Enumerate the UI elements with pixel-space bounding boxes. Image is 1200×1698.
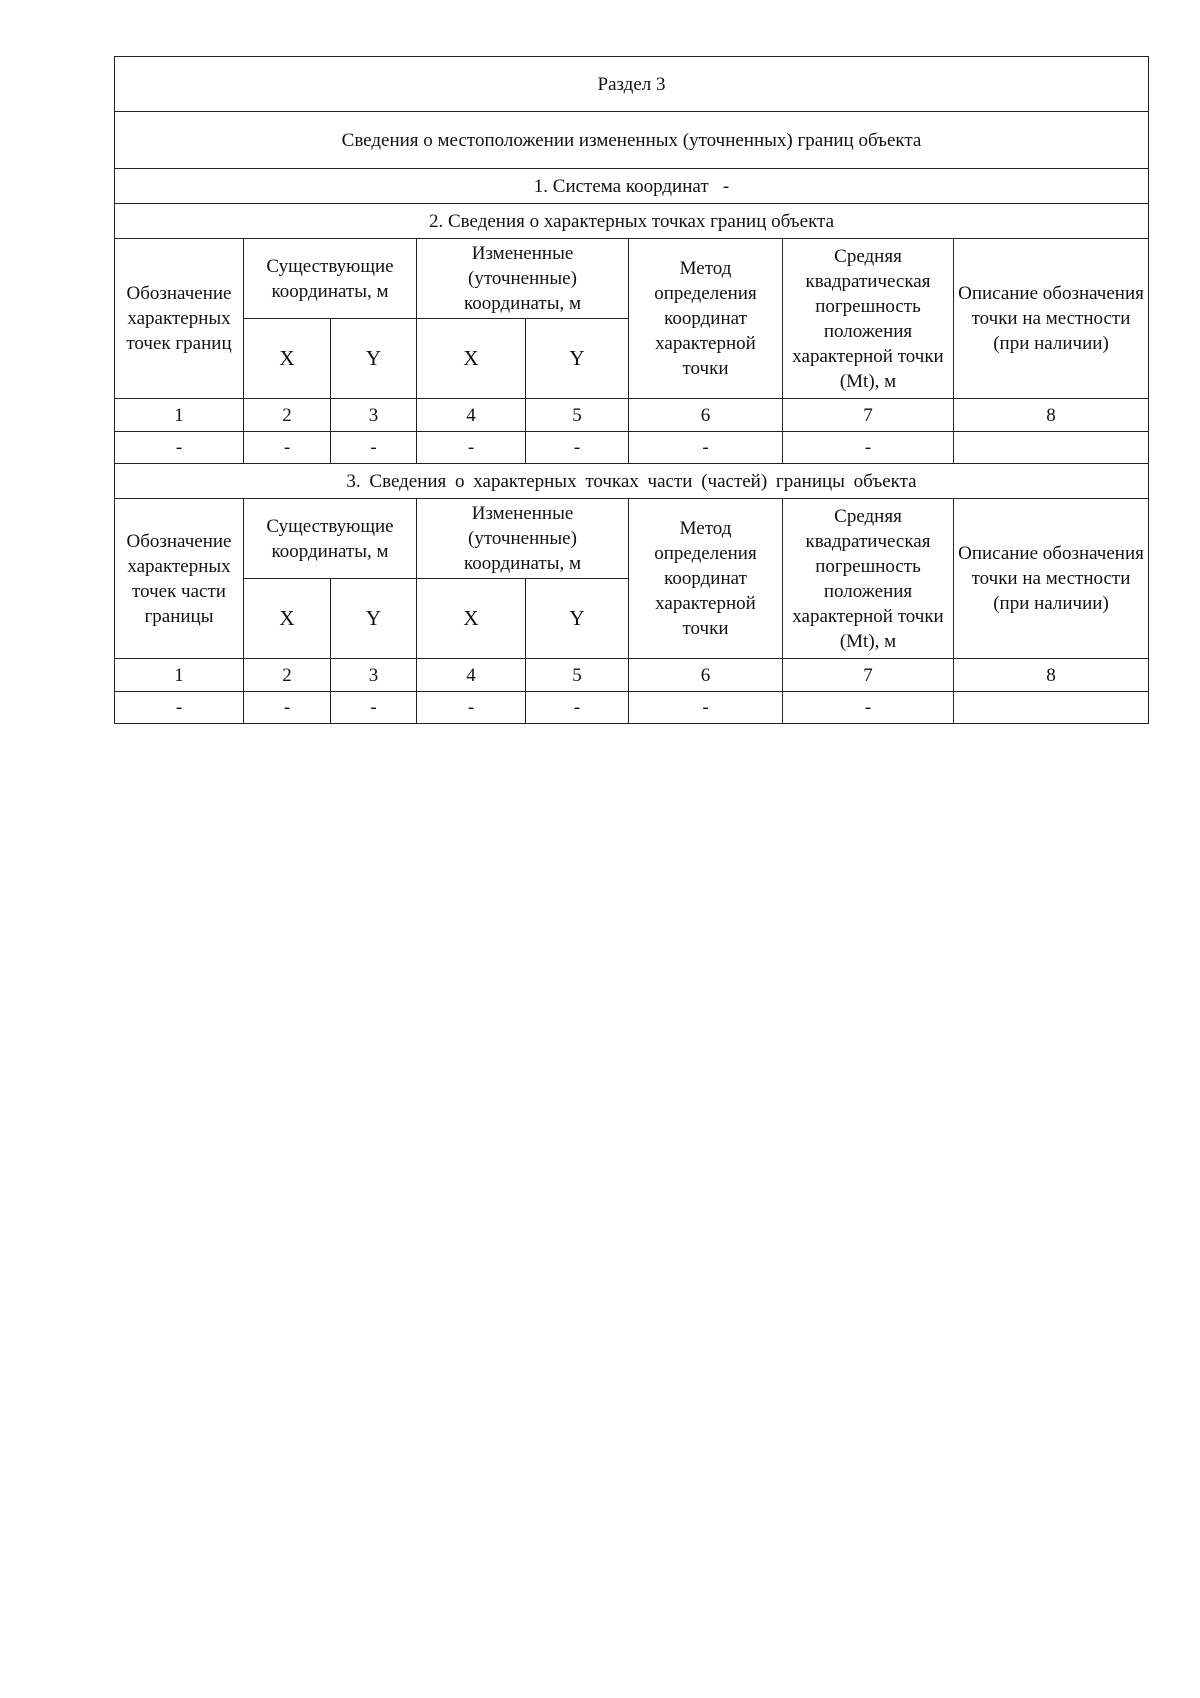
part3-column-number: 6 — [629, 659, 783, 692]
part3-cell: - — [417, 692, 526, 724]
part3-cell: - — [783, 692, 954, 724]
part3-column-number: 3 — [331, 659, 417, 692]
part2-header-designation: Обозначение характерных точек границ — [115, 239, 244, 399]
coordinate-system-value: - — [722, 175, 730, 197]
part3-header-y-existing: Y — [331, 579, 417, 659]
part2-column-number: 3 — [331, 399, 417, 432]
part2-header-x-existing: X — [244, 319, 331, 399]
part3-header-changed: Измененные (уточненные) координаты, м — [417, 499, 629, 579]
part2-column-number: 6 — [629, 399, 783, 432]
part2-cell: - — [526, 432, 629, 464]
section-subtitle: Сведения о местоположении измененных (уточненных) границ объекта — [115, 112, 1149, 169]
part3-data-row — [115, 692, 1149, 724]
part2-header-y-existing: Y — [331, 319, 417, 399]
part3-heading: 3. Сведения о характерных точках части (частей) границы объекта — [115, 464, 1149, 499]
part3-header-designation: Обозначение характерных точек части границы — [115, 499, 244, 659]
part2-cell: - — [417, 432, 526, 464]
part3-cell: - — [629, 692, 783, 724]
part3-cell: - — [115, 692, 244, 724]
part3-header-x-changed: X — [417, 579, 526, 659]
part2-data-row — [115, 432, 1149, 464]
part3-column-number: 4 — [417, 659, 526, 692]
part3-header-error: Средняя квадратическая погрешность положения характерной точки (Mt), м — [783, 499, 954, 659]
part2-heading: 2. Сведения о характерных точках границ объекта — [115, 204, 1149, 239]
part2-header-changed: Измененные (уточненные) координаты, м — [417, 239, 629, 319]
part3-column-number: 7 — [783, 659, 954, 692]
part3-cell — [954, 692, 1149, 724]
part3-cell: - — [244, 692, 331, 724]
part2-column-number: 1 — [115, 399, 244, 432]
part2-header-error: Средняя квадратическая погрешность положения характерной точки (Mt), м — [783, 239, 954, 399]
part2-cell: - — [629, 432, 783, 464]
part2-cell: - — [331, 432, 417, 464]
part2-column-number: 8 — [954, 399, 1149, 432]
part3-column-number: 8 — [954, 659, 1149, 692]
part2-header-x-changed: X — [417, 319, 526, 399]
part2-cell — [954, 432, 1149, 464]
part2-header-y-changed: Y — [526, 319, 629, 399]
part2-cell: - — [244, 432, 331, 464]
part2-column-number: 4 — [417, 399, 526, 432]
part2-column-number: 7 — [783, 399, 954, 432]
part3-header-description: Описание обозначения точки на местности (при наличии) — [954, 499, 1149, 659]
part3-column-number: 1 — [115, 659, 244, 692]
part3-column-number: 5 — [526, 659, 629, 692]
document-page — [114, 56, 1148, 724]
coordinate-system-label: 1. Система координат — [533, 175, 709, 197]
part3-header-method: Метод определения координат характерной точки — [629, 499, 783, 659]
boundary-form-table — [114, 56, 1149, 724]
part3-header-y-changed: Y — [526, 579, 629, 659]
part3-cell: - — [526, 692, 629, 724]
part2-header-description: Описание обозначения точки на местности (при наличии) — [954, 239, 1149, 399]
part2-header-method: Метод определения координат характерной точки — [629, 239, 783, 399]
part2-header-existing: Существующие координаты, м — [244, 239, 417, 319]
section-title: Раздел 3 — [115, 57, 1149, 112]
coordinate-system-row — [115, 169, 1149, 204]
part3-column-number: 2 — [244, 659, 331, 692]
part2-column-number: 5 — [526, 399, 629, 432]
part2-column-number: 2 — [244, 399, 331, 432]
part3-cell: - — [331, 692, 417, 724]
part2-cell: - — [783, 432, 954, 464]
part3-header-x-existing: X — [244, 579, 331, 659]
part3-header-existing: Существующие координаты, м — [244, 499, 417, 579]
part2-cell: - — [115, 432, 244, 464]
